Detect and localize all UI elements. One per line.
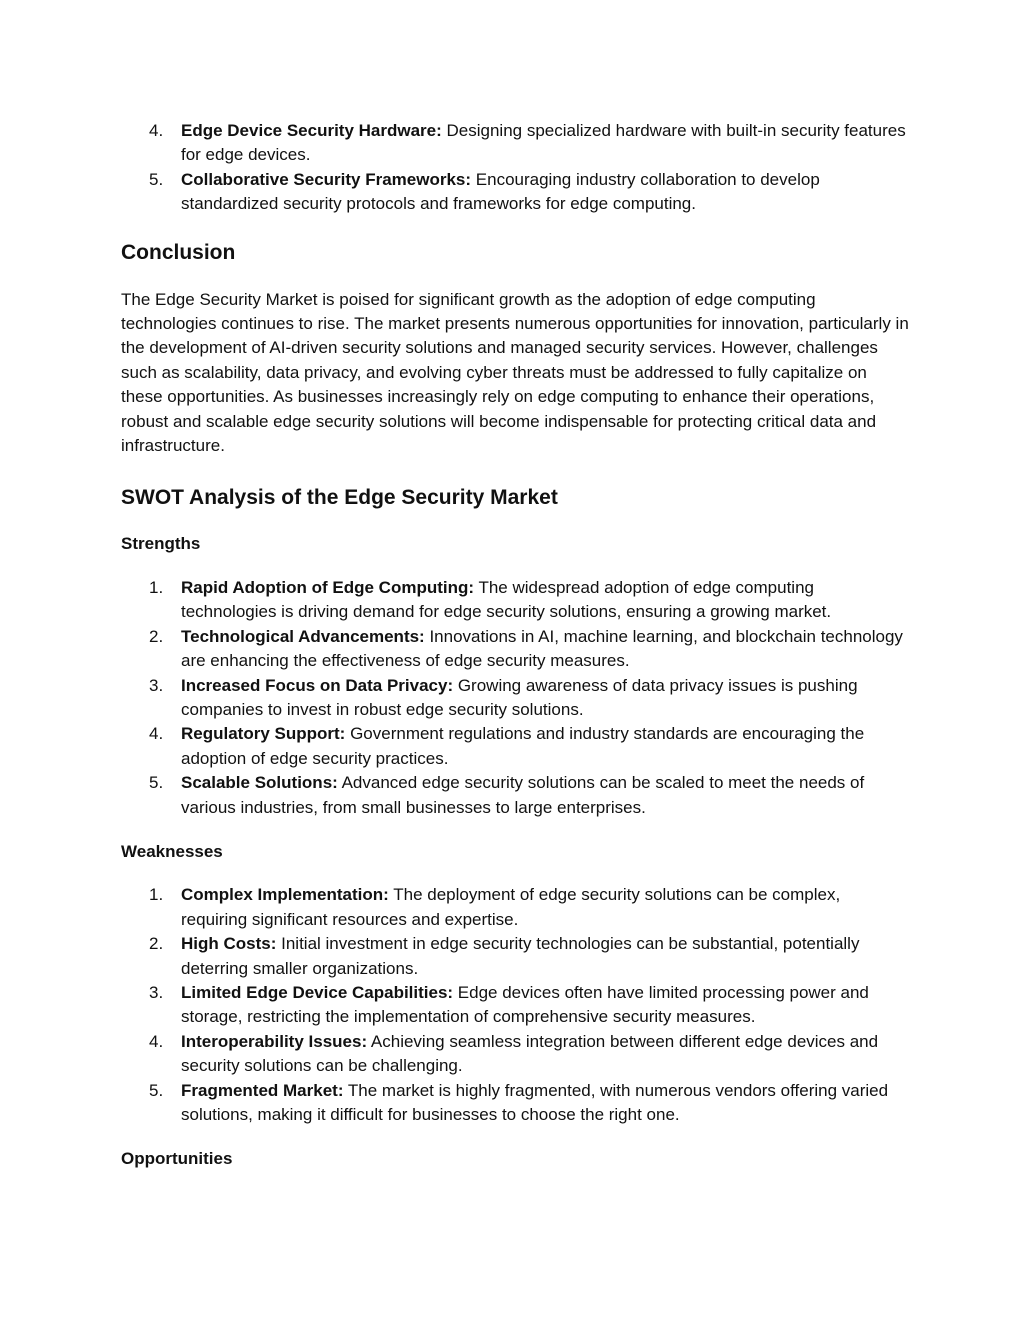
- conclusion-heading: Conclusion: [121, 240, 236, 264]
- list-item: [121, 771, 911, 820]
- list-item: [121, 981, 911, 1030]
- list-item-desc: Government regulations and industry standards are encouraging the adoption of edge security practices.: [181, 724, 865, 768]
- strengths-heading: Strengths: [121, 534, 201, 554]
- list-item-term: Fragmented Market:: [181, 1080, 344, 1100]
- list-item-term: Limited Edge Device Capabilities:: [181, 982, 454, 1002]
- list-number: 4.: [149, 724, 164, 744]
- list-item-term: Edge Device Security Hardware:: [181, 121, 442, 140]
- list-item-desc: Advanced edge security solutions can be scaled to meet the needs of various industries, from small businesses to large enterprises.: [181, 773, 865, 817]
- list-item-desc: The deployment of edge security solutions can be complex, requiring significant resources and expertise.: [181, 885, 841, 929]
- list-number: 1.: [149, 885, 164, 905]
- list-item-desc: Edge devices often have limited processing power and storage, restricting the implementation of comprehensive security measures.: [181, 982, 869, 1027]
- list-item: [121, 932, 911, 981]
- list-item-desc: Innovations in AI, machine learning, and blockchain technology are enhancing the effectiveness of edge security measures.: [181, 626, 903, 671]
- list-item-term: Collaborative Security Frameworks:: [181, 169, 472, 189]
- weaknesses-list: [121, 883, 911, 1127]
- list-item: [121, 625, 911, 674]
- list-item-desc: The market is highly fragmented, with numerous vendors offering varied solutions, making it difficult for businesses to choose the right one.: [181, 1080, 889, 1124]
- list-item: [121, 1079, 911, 1128]
- swot-heading: SWOT Analysis of the Edge Security Market: [121, 486, 558, 510]
- list-item: [121, 1030, 911, 1079]
- list-item: [121, 168, 911, 217]
- list-item: [121, 576, 911, 625]
- list-number: 4.: [149, 121, 164, 140]
- list-item-desc: The widespread adoption of edge computing technologies is driving demand for edge security solutions, ensuring a growing market.: [181, 577, 832, 622]
- list-item-desc: Designing specialized hardware with built-in security features for edge devices.: [181, 121, 906, 165]
- conclusion-paragraph: The Edge Security Market is poised for significant growth as the adoption of edge computing technologies continues to rise. The market presents numerous opportunities for innovation, particularly in the development of AI-driven security solutions and managed security services. However, challenges such as scalability, data privacy, and evolving cyber threats must be addressed to fully capitalize on these opportunities. As businesses increasingly rely on edge computing to enhance their operations, robust and scalable edge security solutions will become indispensable for protecting critical data and infrastructure.: [121, 289, 909, 456]
- document-page: [121, 119, 911, 1172]
- list-number: 5.: [149, 773, 164, 793]
- list-number: 4.: [149, 1031, 164, 1051]
- opportunities-heading: Opportunities: [121, 1149, 233, 1169]
- list-number: 2.: [149, 626, 164, 646]
- list-number: 3.: [149, 982, 164, 1002]
- top-list: [121, 119, 911, 217]
- list-number: 1.: [149, 577, 164, 597]
- list-item-term: High Costs:: [181, 934, 277, 954]
- list-number: 5.: [149, 1080, 164, 1100]
- list-number: 5.: [149, 169, 164, 189]
- list-number: 2.: [149, 934, 164, 954]
- strengths-list: [121, 576, 911, 820]
- list-item: [121, 674, 911, 723]
- list-item-term: Scalable Solutions:: [181, 773, 338, 793]
- weaknesses-heading: Weaknesses: [121, 841, 223, 861]
- list-item-term: Rapid Adoption of Edge Computing:: [181, 577, 475, 597]
- list-item-term: Regulatory Support:: [181, 724, 346, 744]
- list-item-term: Interoperability Issues:: [181, 1031, 368, 1051]
- list-item-term: Technological Advancements:: [181, 626, 425, 646]
- list-item-desc: Growing awareness of data privacy issues is pushing companies to invest in robust edge security solutions.: [181, 675, 858, 719]
- list-item: [121, 883, 911, 932]
- list-item-term: Increased Focus on Data Privacy:: [181, 675, 454, 695]
- list-item: [121, 722, 911, 771]
- list-item-desc: Achieving seamless integration between different edge devices and security solutions can be challenging.: [181, 1031, 879, 1076]
- list-item-term: Complex Implementation:: [181, 885, 389, 905]
- list-item-desc: Encouraging industry collaboration to develop standardized security protocols and frameworks for edge computing.: [181, 169, 820, 214]
- list-item: [121, 119, 911, 168]
- list-item-desc: Initial investment in edge security technologies can be substantial, potentially deterring smaller organizations.: [181, 934, 860, 978]
- list-number: 3.: [149, 675, 164, 695]
